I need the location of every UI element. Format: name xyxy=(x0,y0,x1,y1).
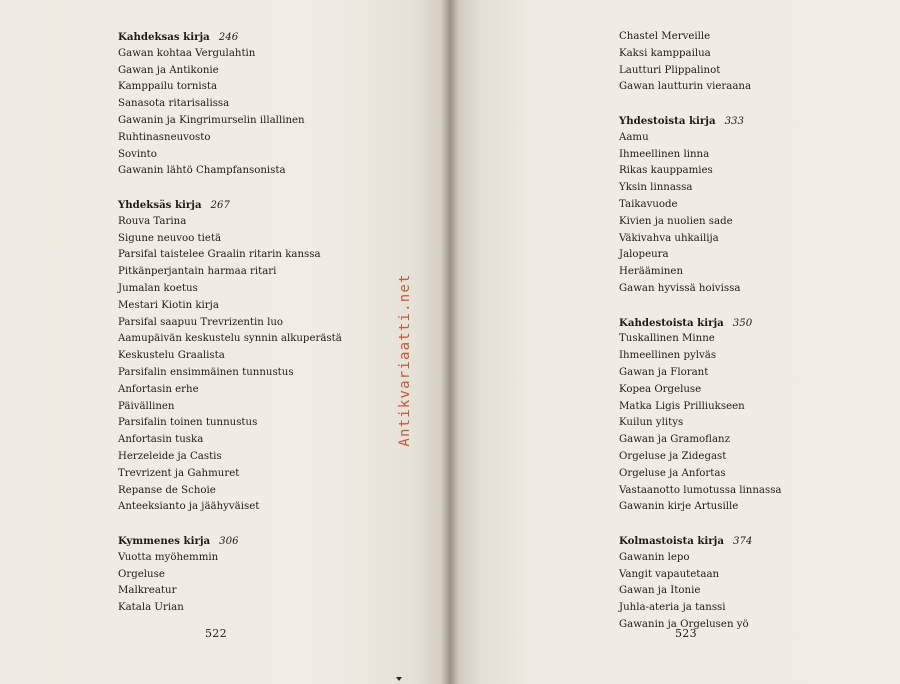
toc-entry: Tuskallinen Minne xyxy=(619,333,715,345)
toc-entry: Parsifal taistelee Graalin ritarin kanssa xyxy=(118,249,321,261)
watermark xyxy=(395,260,415,460)
toc-entry: Gawanin ja Kingrimurselin illallinen xyxy=(118,114,305,126)
toc-entry: Mestari Kiotin kirja xyxy=(118,299,219,311)
toc-entry: Päivällinen xyxy=(118,400,175,412)
toc-entry: Repanse de Schoie xyxy=(118,484,216,496)
toc-entry: Juhla-ateria ja tanssi xyxy=(619,602,726,614)
toc-entry: Gawan ja Itonie xyxy=(619,585,701,597)
toc-entry: Taikavuode xyxy=(619,198,678,210)
toc-entry: Sanasota ritarisalissa xyxy=(118,98,230,110)
left-page-contents xyxy=(118,29,342,617)
section-title: Yhdeksäs kirja xyxy=(118,198,202,211)
toc-entry: Pitkänperjantain harmaa ritari xyxy=(118,266,277,278)
watermark-text: Antikvariaatti.net xyxy=(397,273,413,447)
toc-entry: Ruhtinasneuvosto xyxy=(118,131,211,143)
toc-entry: Parsifalin ensimmäinen tunnustus xyxy=(118,366,294,378)
section-spacer xyxy=(619,516,782,533)
toc-entry: Gawan kohtaa Vergulahtin xyxy=(118,47,256,59)
toc-entry: Orgeluse ja Zidegast xyxy=(619,450,727,462)
toc-entry: Gawan ja Florant xyxy=(619,366,709,378)
toc-entry: Ihmeellinen pylväs xyxy=(619,350,717,362)
toc-entry: Keskustelu Graalista xyxy=(118,350,225,362)
toc-entry: Gawanin lepo xyxy=(619,551,690,563)
toc-entry: Yksin linnassa xyxy=(619,182,693,194)
toc-entry: Malkreatur xyxy=(118,585,177,597)
toc-entry: Gawan ja Antikonie xyxy=(118,64,219,76)
left-page xyxy=(0,0,449,684)
section-heading xyxy=(118,197,342,214)
toc-entry: Kopea Orgeluse xyxy=(619,383,702,395)
section-title: Kahdestoista kirja xyxy=(619,316,724,329)
toc-entry: Trevrizent ja Gahmuret xyxy=(118,467,240,479)
toc-entry: Anfortasin erhe xyxy=(118,383,199,395)
section-page-number: 374 xyxy=(732,535,753,547)
binding-mark-icon xyxy=(396,677,402,681)
section-page-number: 267 xyxy=(210,199,230,211)
toc-entry: Vangit vapautetaan xyxy=(619,568,720,580)
toc-entry: Lautturi Plippalinot xyxy=(619,64,721,76)
toc-entry: Vastaanotto lumotussa linnassa xyxy=(619,484,782,496)
section-title: Kolmastoista kirja xyxy=(619,534,724,547)
toc-entry: Rouva Tarina xyxy=(118,215,187,227)
toc-entry: Jumalan koetus xyxy=(118,282,198,294)
toc-entry: Chastel Merveille xyxy=(619,31,711,42)
page-number: 522 xyxy=(205,627,227,640)
section-title: Kymmenes kirja xyxy=(118,534,211,547)
toc-entry: Gawanin lähtö Champfansonista xyxy=(118,165,286,177)
toc-entry: Väkivahva uhkailija xyxy=(619,232,719,244)
section-spacer xyxy=(118,516,342,533)
toc-entry: Gawan hyvissä hoivissa xyxy=(619,282,741,294)
toc-entry: Matka Ligis Prilliukseen xyxy=(619,400,745,412)
section-heading xyxy=(118,533,342,550)
toc-entry: Kivien ja nuolien sade xyxy=(619,215,733,227)
toc-entry: Orgeluse ja Anfortas xyxy=(619,467,726,479)
toc-entry: Vuotta myöhemmin xyxy=(118,551,219,563)
toc-entry: Herääminen xyxy=(619,266,684,278)
section-spacer xyxy=(118,180,342,197)
toc-entry: Kaksi kamppailua xyxy=(619,47,711,59)
toc-entry: Parsifal saapuu Trevrizentin luo xyxy=(118,316,284,328)
section-heading xyxy=(118,29,342,46)
toc-entry: Parsifalin toinen tunnustus xyxy=(118,417,258,429)
section-heading xyxy=(619,315,782,332)
toc-entry: Sovinto xyxy=(118,148,157,160)
right-page-contents xyxy=(619,29,782,634)
toc-entry: Kamppailu tornista xyxy=(118,81,218,93)
toc-entry: Anfortasin tuska xyxy=(118,434,204,446)
toc-entry: Gawanin ja Orgelusen yö xyxy=(619,618,749,630)
section-page-number: 350 xyxy=(732,317,753,329)
section-page-number: 333 xyxy=(724,115,745,127)
toc-entry: Katala Urian xyxy=(118,602,184,614)
section-spacer xyxy=(619,96,782,113)
toc-entry: Anteeksianto ja jäähyväiset xyxy=(118,501,260,513)
toc-entry: Orgeluse xyxy=(118,568,165,580)
toc-entry: Aamupäivän keskustelu synnin alkuperästä xyxy=(118,333,342,345)
section-spacer xyxy=(619,298,782,315)
toc-entry: Herzeleide ja Castis xyxy=(118,450,222,462)
section-page-number: 246 xyxy=(218,32,239,43)
toc-entry: Jalopeura xyxy=(619,249,669,261)
toc-entry: Gawanin kirje Artusille xyxy=(619,501,739,513)
toc-entry: Gawan lautturin vieraana xyxy=(619,81,752,93)
section-title: Yhdestoista kirja xyxy=(619,114,716,127)
toc-entry: Ihmeellinen linna xyxy=(619,148,710,160)
book-gutter xyxy=(441,0,459,684)
section-heading xyxy=(619,533,782,550)
toc-entry: Sigune neuvoo tietä xyxy=(118,232,222,244)
page-number: 523 xyxy=(675,627,697,640)
right-page xyxy=(449,0,900,684)
section-heading xyxy=(619,113,782,130)
section-page-number: 306 xyxy=(219,535,239,547)
toc-entry: Gawan ja Gramoflanz xyxy=(619,434,730,446)
toc-entry: Aamu xyxy=(619,131,649,143)
toc-entry: Rikas kauppamies xyxy=(619,165,713,177)
section-title: Kahdeksas kirja xyxy=(118,31,210,43)
toc-entry: Kuilun ylitys xyxy=(619,417,684,429)
